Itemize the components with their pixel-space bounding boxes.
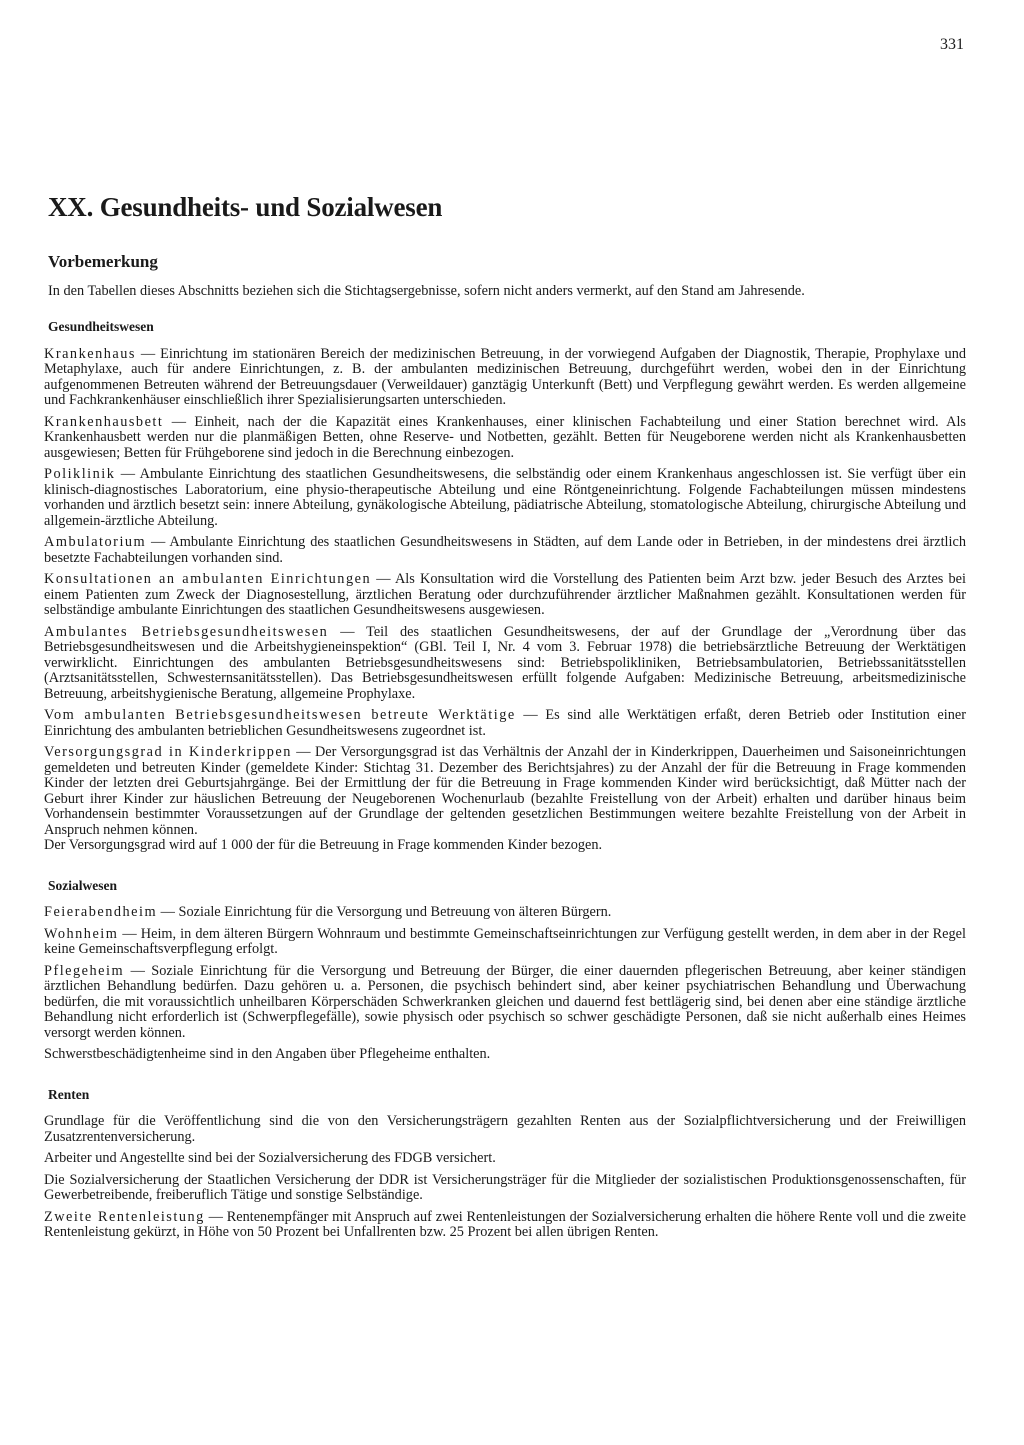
definition-betriebsgesundheitswesen xyxy=(44,625,966,703)
term-betreute-werktaetige: Vom ambulanten Betriebsgesundheitswesen betreute Werktätige xyxy=(44,707,516,723)
definition-feierabendheim xyxy=(44,905,966,921)
definition-betreute-werktaetige xyxy=(44,708,966,739)
definition-wohnheim xyxy=(44,927,966,958)
definition-konsultationen xyxy=(44,572,966,619)
term-konsultationen: Konsultationen an ambulanten Einrichtungen xyxy=(44,571,372,587)
page-number: 331 xyxy=(940,36,964,53)
definition-krankenhausbett xyxy=(44,415,966,462)
heading-sozialwesen: Sozialwesen xyxy=(48,877,117,893)
chapter-title: XX. Gesundheits- und Sozialwesen xyxy=(48,192,443,222)
renten-paragraph: Die Sozialversicherung der Staatlichen Versicherung der DDR ist Versicherungsträger für die Mitglieder der sozialistischen Produktionsgenossenschaften, für Gewerbetreibende, freiberuflich Tätige und sonstige Selbständige. xyxy=(44,1171,966,1203)
section-spacer xyxy=(44,1069,966,1087)
definition-text: — Ambulante Einrichtung des staatlichen Gesundheitswesens in Städten, auf dem Lande oder in Betrieben, in der mindestens drei ärztlich besetzte Fachabteilungen vorhanden sind. xyxy=(44,534,966,566)
definition-text: — Soziale Einrichtung für die Versorgung und Betreuung von älteren Bürgern. xyxy=(157,904,612,920)
renten-paragraph: Arbeiter und Angestellte sind bei der Sozialversicherung des FDGB versichert. xyxy=(44,1150,496,1166)
term-wohnheim: Wohnheim xyxy=(44,925,119,942)
definition-poliklinik xyxy=(44,467,966,529)
heading-renten: Renten xyxy=(48,1086,90,1102)
definition-krankenhaus xyxy=(44,347,966,409)
term-feierabendheim: Feierabendheim xyxy=(44,904,158,920)
term-ambulatorium: Ambulatorium xyxy=(44,534,147,550)
definition-text: — Ambulante Einrichtung des staatlichen Gesundheitswesens, die selbständig oder einem Krankenhaus angeschlossen ist. Sie verfügt über ein klinisch-diagnostisches Laboratorium, eine physio-therapeutische Abteilung und eine Röntgeneinrichtung. Folgende Fachabteilungen müssen mindestens vorhanden und ärztlich besetzt sein: innere Abteilung, gynäkologische Abteilung, pädiatrische Abteilung, stomatologische Abteilung, chirurgische Abteilung und allgemein-ärztliche Abteilung. xyxy=(44,466,966,529)
renten-paragraph: Grundlage für die Veröffentlichung sind die von den Versicherungsträgern gezahlten Renten aus der Sozialpflichtversicherung und der Freiwilligen Zusatzrentenversicherung. xyxy=(44,1113,966,1145)
term-krankenhaus: Krankenhaus xyxy=(44,345,136,362)
definition-text: — Es sind alle Werktätigen erfaßt, deren Betrieb oder Institution einer Einrichtung des ambulanten betrieblichen Gesundheitswesens zugeordnet ist. xyxy=(44,707,967,739)
heading-vorbemerkung: Vorbemerkung xyxy=(48,252,158,271)
definition-text: — Als Konsultation wird die Vorstellung des Patienten beim Arzt bzw. jeder Besuch des Arztes bei einem Patienten zum Zweck der Diagnosestellung, ärztlichen Beratung oder durchzuführender ärztlicher Maßnahmen gezählt. Konsultationen werden für selbständige ambulante Einrichtungen des staatlichen Gesundheitswesens ausgewiesen. xyxy=(44,571,967,618)
section-spacer xyxy=(44,860,966,878)
definition-versorgungsgrad xyxy=(44,745,966,838)
pflegeheim-note: Schwerstbeschädigtenheime sind in den Angaben über Pflegeheime enthalten. xyxy=(44,1046,491,1062)
versorgungsgrad-note: Der Versorgungsgrad wird auf 1 000 der für die Betreuung in Frage kommenden Kinder bezogen. xyxy=(44,837,603,853)
definition-text: — Heim, in dem älteren Bürgern Wohnraum und bestimmte Gemeinschaftseinrichtungen zur Verfügung gestellt werden, in dem aber in der Regel keine Gemeinschaftsverpflegung erfolgt. xyxy=(44,925,966,957)
term-krankenhausbett: Krankenhausbett xyxy=(44,413,164,430)
heading-gesundheitswesen: Gesundheitswesen xyxy=(48,319,154,334)
page-content xyxy=(44,254,966,1247)
definition-text: — Soziale Einrichtung für die Versorgung und Betreuung der Bürger, die einer dauernden pflegerischen Betreuung, aber keiner ständigen ärztlichen Behandlung bedürfen. Dazu gehören u. a. Personen, die psychisch behindert sind, aber keiner psychiatrischen Behandlung und Überwachung bedürfen, die mit voraussichtlich unheilbaren Körperschäden Schwerkranken gleichen und dauernd fest bettlägerig sind, bei denen aber eine ständige ärztliche Behandlung nicht erforderlich ist (Schwerpflegefälle), sowie physisch oder psychisch so schwer geschädigte Personen, daß sie nicht außerhalb eines Heimes versorgt werden können. xyxy=(44,962,966,1041)
definition-text: — Rentenempfänger mit Anspruch auf zwei Rentenleistungen der Sozialversicherung erhalten die höhere Rente voll und die zweite Rentenleistung gekürzt, in Höhe von 50 Prozent bei Unfallrenten bzw. 25 Prozent bei allen übrigen Renten. xyxy=(44,1208,966,1240)
definition-pflegeheim xyxy=(44,964,966,1042)
definition-zweite-rentenleistung xyxy=(44,1210,966,1241)
intro-paragraph: In den Tabellen dieses Abschnitts beziehen sich die Stichtagsergebnisse, sofern nicht anders vermerkt, auf den Stand am Jahresende. xyxy=(48,282,805,299)
definition-text: — Der Versorgungsgrad ist das Verhältnis der Anzahl der in Kinderkrippen, Dauerheimen und Saisoneinrichtungen gemeldeten und betreuten Kinder (gemeldete Kinder: Stichtag 31. Dezember des Berichtsjahres) zu der Anzahl der für die Betreuung in Frage kommenden Kinder der letzten drei Geburtsjahrgänge. Bei der Ermittlung der für die Betreuung in Frage kommenden Kinder wird berücksichtigt, daß Mütter nach der Geburt ihrer Kinder zur häuslichen Betreuung der Neugeborenen Wochenurlaub (bezahlte Freistellung von der Arbeit) erhalten und darüber hinaus beim Vorhandensein bestimmter Voraussetzungen auf der Grundlage der geltenden gesetzlichen Bestimmungen weitere bezahlte Freistellung von der Arbeit in Anspruch nehmen können. xyxy=(44,744,967,838)
definition-text: — Teil des staatlichen Gesundheitswesens, der auf der Grundlage der „Verordnung über das Betriebsgesundheitswesen und die Arbeitshygieneinspektion“ (GBl. Teil I, Nr. 4 vom 3. Februar 1978) die betriebsärztliche Betreuung der Werktätigen verwirklicht. Einrichtungen des ambulanten Betriebsgesundheitswesens sind: Betriebspolikliniken, Betriebsambulatorien, Betriebssanitätsstellen (Arztsanitätsstellen, Schwesternsanitätsstellen). Das Betriebsgesundheitswesen erfüllt folgende Aufgaben: Medizinische Betreuung, arbeitsmedizinische Betreuung, arbeitshygienische Beratung, allgemeine Prophylaxe. xyxy=(44,623,967,702)
definition-ambulatorium xyxy=(44,535,966,566)
term-poliklinik: Poliklinik xyxy=(44,466,116,482)
term-versorgungsgrad: Versorgungsgrad in Kinderkrippen xyxy=(44,744,292,760)
definition-text: — Einrichtung im stationären Bereich der medizinischen Betreuung, in der vorwiegend Aufgaben der Diagnostik, Therapie, Prophylaxe und Metaphylaxe, auch für andere Einrichtungen, z. B. der ambulanten medizinischen Betreuung, durchgeführt werden, wobei den in der Einrichtung aufgenommenen Betreuten während der Betreuungsdauer (Verweildauer) ganztägig Unterkunft (Bett) und Verpflegung gewährt werden. Es werden allgemeine und Fachkrankenhäuser einschließlich ihrer Spezialisierungsarten unterschieden. xyxy=(44,345,966,408)
term-pflegeheim: Pflegeheim xyxy=(44,962,125,979)
term-zweite-rentenleistung: Zweite Rentenleistung xyxy=(44,1208,205,1225)
term-betriebsgesundheitswesen: Ambulantes Betriebsgesundheitswesen xyxy=(44,623,329,640)
definition-text: — Einheit, nach der die Kapazität eines Krankenhauses, einer klinischen Fachabteilung und einer Station berechnet wird. Als Krankenhausbett werden nur die planmäßigen Betten, ohne Reserve- und Notbetten, gezählt. Betten für Neugeborene werden nicht als Krankenhausbetten ausgewiesen; Betten für Frühgeborene sind jedoch in die Berechnung einbezogen. xyxy=(44,413,966,461)
